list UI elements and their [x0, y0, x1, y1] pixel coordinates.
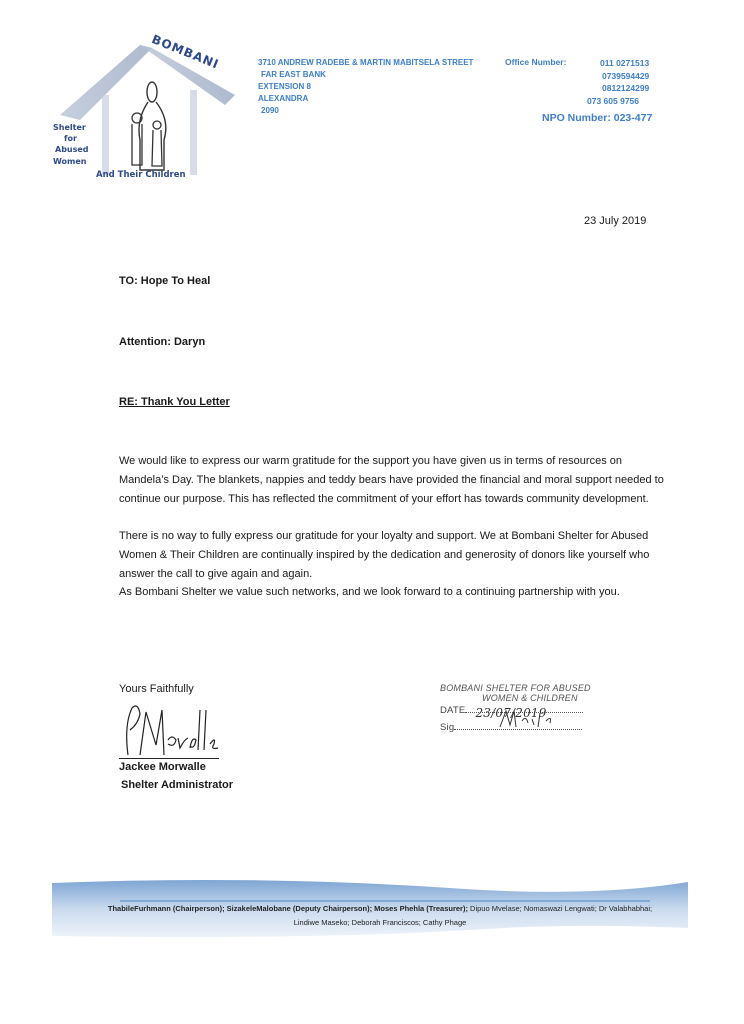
address-line: 3710 ANDREW RADEBE & MARTIN MABITSELA STREET [258, 58, 474, 67]
signatory-name: Jackee Morwalle [119, 761, 206, 773]
stamp-date-label: DATE [440, 705, 466, 716]
letter-date: 23 July 2019 [584, 215, 647, 227]
board-officers: ThabileFurhmann (Chairperson); SizakeleMalobane (Deputy Chairperson); Moses Phehla (Treasurer); [107, 904, 468, 913]
house-figure-icon [40, 20, 260, 195]
stamp-line: BOMBANI SHELTER FOR ABUSED [440, 683, 591, 693]
stamp-sig-row [440, 719, 610, 733]
phone-numbers [587, 57, 650, 107]
logo-line-shelter: Shelter [53, 123, 86, 132]
address-line: EXTENSION 8 [258, 82, 311, 91]
stamp-signature [496, 709, 556, 729]
stamp-line: WOMEN & CHILDREN [482, 693, 578, 703]
closing-salutation: Yours Faithfully [119, 683, 194, 695]
phone-number: 0812124299 [602, 83, 650, 93]
npo-number: NPO Number: 023-477 [542, 112, 653, 124]
board-members-list: Dipuo Mvelase; Nomaswazi Lengwati; Dr Valabhabhai; Lindiwe Maseko; Deborah Franciscos; Cathy Phage [293, 904, 653, 927]
phone-number: 011 0271513 [600, 58, 650, 68]
organisation-stamp [440, 683, 610, 733]
signatory-title: Shelter Administrator [121, 779, 234, 791]
logo-line-abused: Abused [55, 145, 89, 154]
organisation-address [258, 57, 473, 117]
body-paragraph: As Bombani Shelter we value such networks, and we look forward to a continuing partnership with you. [119, 586, 620, 598]
address-line: FAR EAST BANK [261, 70, 326, 79]
logo-brand-name: BOMBANI [149, 32, 222, 72]
logo-line-women: Women [53, 157, 87, 166]
signature-line [119, 758, 219, 759]
logo-line-for: for [64, 134, 77, 143]
body-paragraph: There is no way to fully express our gratitude for your loyalty and support. We at Bombani Shelter for Abused Women & Their Children are continually inspired by the dedication and generosity of donors like yourself who answer the call to give again and again. [119, 530, 650, 580]
phone-number: 0739594429 [602, 70, 650, 81]
subject-line: RE: Thank You Letter [119, 396, 230, 408]
stamp-date-value: 23/07/2019 [475, 706, 547, 720]
address-line: ALEXANDRA [258, 94, 309, 103]
stamp-sig-label: Sig [440, 722, 455, 733]
attention-line: Attention: Daryn [119, 336, 206, 348]
phone-number: 073 605 9756 [587, 95, 639, 106]
address-line: 2090 [261, 106, 279, 115]
organisation-logo [40, 20, 260, 195]
handwritten-signature [118, 700, 228, 760]
logo-line-children: And Their Children [96, 170, 186, 180]
body-paragraph: We would like to express our warm gratitude for the support you have given us in terms of resources on Mandela’s Day. The blankets, nappies and teddy bears have provided the financial and moral support needed to continue our purpose. This has reflected the commitment of your effort has towards community development. [119, 455, 664, 505]
recipient: TO: Hope To Heal [119, 275, 211, 287]
office-number-label: Office Number: [505, 57, 567, 67]
board-members [100, 902, 660, 930]
